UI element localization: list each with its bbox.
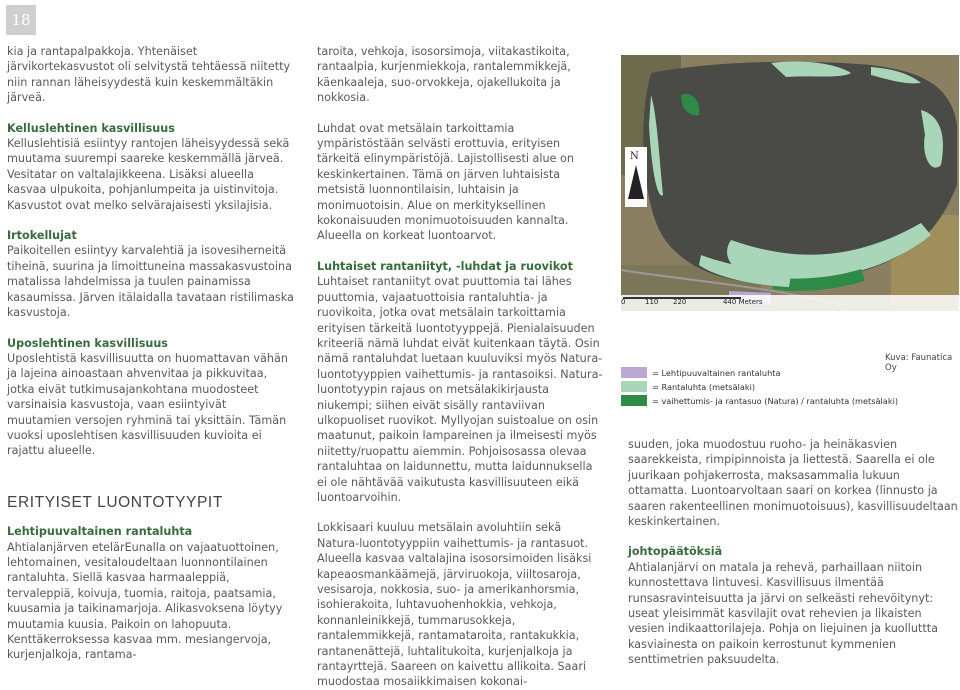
paragraph: suuden, joka muodostuu ruoho- ja heinäkasvien saarekkeista, rimpipinnoista ja liettestä. Saarella ei ole juurikaan pohjakerrosta, maksasammalia lukuun ottamatta. Luontoarvoltaan saari on korkea (linnusto ja saaren rakenteellinen monimuotoisuus), kasvillisuudeltaan keskinkertainen. [628, 438, 958, 529]
text-column-2 [317, 44, 603, 690]
paragraph: Luhtaiset rantaniityt ovat puuttomia tai lähes puuttomia, vajaatuottoisia rantaluhtia- ja ruovikoita, jotka ovat metsälain tarkoittamia erityisen tärkeitä luontotyyppejä. Pienialaisuuden kriteeriä nämä luhdat eivät kuitenkaan täytä. Osin nämä rantaluhdat luetaan kuuluviksi myös Natura-luontotyyppien vaihettumis- ja rantasoiksi. Natura-luontotyypin rajaus on metsälakikirjausta niukempi; siihen eivät sisälly rantaviivan ulkopuoliset ruovikot. Myllyojan suistoalue on osin maatunut, paikoin lampareinen ja ilmeisesti myös niitetty/ruopattu aiemmin. Pohjoisosassa olevaa rantaluhtaa on laidunnettu, mutta laidunnuksella ei ole nähtävää vaikutusta kasvillisuuteen eikä luontoarvoihin. [317, 275, 603, 504]
paragraph: Ahtialanjärven etelärEunalla on vajaatuottoinen, lehtomainen, vesitaloudeltaan luonnontilainen rantaluhta. Siellä kasvaa harmaaleppiä, tervaleppiä, koivuja, tuomia, raitoja, paatsamia, kuusamia ja taikinamarjoja. Alikasvoksena löytyy muutamia kuusia. Paikoin on lahopuuta. Kenttäkerroksessa kasvaa mm. mesiangervoja, kurjenjalkoja, rantama- [7, 540, 283, 662]
section-heading: Lehtipuuvaltainen rantaluhta [7, 525, 193, 539]
section-heading: johtopäätöksiä [628, 545, 723, 559]
scale-tick: 220 [673, 298, 687, 306]
legend-label: = vaihettumis- ja rantasuo (Natura) / rantaluhta (metsälaki) [652, 395, 899, 406]
legend-swatch [621, 367, 647, 378]
paragraph: Ahtialanjärvi on matala ja rehevä, parhaillaan niitoin kunnostettava lintuvesi. Kasvillisuus ilmentää runsasravinteisuutta ja järvi on selkeästi rehevöitynyt: useat yleisimmät kasvilajit ovat rehevien ja likaisten vesien indikaattorilajeja. Pohja on liejuinen ja kuolluttta kasviainesta on paikoin kerrostunut kymmenien senttimetrien paksuudelta. [628, 560, 938, 667]
north-arrow-icon [628, 165, 644, 199]
paragraph: Lokkisaari kuuluu metsälain avoluhtiin sekä Natura-luontotyyppiin vaihettumis- ja rantasuot. Alueella kasvaa valtalajina isosorsimoiden lisäksi kapeaosmankäämejä, järviruokoja, viiltosaroja, vesisaroja, nokkosia, suo- ja amerikanhorsmia, isohierakoita, luhtavuohenhokkia, vehkoja, konnanleinikkejä, tummarusokkeja, rantalemmikkejä, rantamataroita, rantakukkia, rantanenättejä, luhtalitukoita, kurjenjalkoja ja rantayrttejä. Saareen on kaivettu allikoita. Saari muodostaa mosaiikkimaisen kokonai- [317, 521, 592, 689]
legend-item [621, 394, 921, 407]
legend-item [621, 380, 921, 393]
text-column-1 [7, 44, 294, 663]
scale-tick: 0 [621, 298, 626, 306]
legend-swatch [621, 381, 647, 392]
image-credit: Kuva: Faunatica Oy [885, 353, 953, 373]
scale-tick: 110 [645, 298, 659, 306]
section-luhtaiset [317, 259, 603, 506]
legend-swatch [621, 395, 647, 406]
section-irtokellujat [7, 228, 294, 320]
scale-bar [621, 298, 791, 306]
legend-label: = Lehtipuuvaltainen rantaluhta [652, 367, 781, 378]
paragraph: Luhdat ovat metsälain tarkoittamia ympäristöstään selvästi erottuvia, erityisen tärkeitä elinympäristöjä. Lajistollisesti alue on keskinkertainen. Tämä on järven luhtaisista metsistä luonnontilaisin, luhtaisin ja monimuotoisin. Alue on merkityksellinen kokonaisuuden monimuotoisuuden kannalta. Alueella on korkeat luontoarvot. [317, 121, 574, 243]
page-number: 18 [6, 5, 36, 35]
map-graphic [621, 55, 959, 311]
map-legend [621, 366, 921, 408]
paragraph: Kelluslehtisiä esiintyy rantojen läheisyydessä sekä muutama suurempi saareke keskemmällä järveä. Vesitatar on valtalajikkeena. Lisäksi alueella kasvaa ulpukoita, pohjanlumpeita ja uistinvitoja. Kasvustot ovat melko selvärajaisesti yksilajisia. [7, 137, 290, 212]
legend-item [621, 366, 921, 379]
paragraph: Uposlehtistä kasvillisuutta on huomattavan vähän ja lajeina ainoastaan ahvenvitaa ja pikkuvitaa, jotka eivät tutkimusajankohtana muodosteet varsinaisia kasvustoja, vaan esiintyivät muutamien versojen ryhminä tai yksittäin. Tämän vuoksi uposlehtisen kasvillisuuden kuvioita ei rajattu alueelle. [7, 351, 288, 458]
section-kelluslehtinen [7, 121, 294, 213]
legend-label: = Rantaluhta (metsälaki) [652, 381, 756, 392]
scale-tick: 440 Meters [723, 298, 763, 306]
aerial-map [621, 55, 959, 311]
text-column-3 [628, 437, 958, 668]
section-heading: Uposlehtinen kasvillisuus [7, 336, 168, 350]
section-heading: Irtokellujat [7, 229, 77, 243]
section-johtopaatoksia [628, 544, 958, 667]
paragraph: Paikoitellen esiintyy karvalehtiä ja isovesiherneitä tiheinä, suurina ja limoittuneina massakasvustoina matalissa lahdelmissa ja tuulen painamissa kasaumissa. Järven itälaidalla tavataan ristilimaska kasvustoja. [7, 244, 294, 320]
section-heading: Kelluslehtinen kasvillisuus [7, 121, 175, 135]
paragraph: taroita, vehkoja, isosorsimoja, viitakastikoita, rantaalpia, kurjenmiekkoja, rantalemmikkejä, käenkaaleja, suo-orvokkeja, ojakellukoita ja nokkosia. [317, 45, 571, 105]
section-heading: Luhtaiset rantaniityt, -luhdat ja ruovikot [317, 259, 573, 273]
chapter-heading: ERITYISET LUONTOTYYPIT [7, 493, 223, 511]
section-uposlehtinen [7, 336, 294, 459]
paragraph: kia ja rantapalpakkoja. Yhtenäiset järvikortekasvustot oli selvitystä tehtäessä niitetty niin rannan läheisyydestä kuin keskemmältäkin järveä. [7, 45, 291, 105]
north-label: N [630, 151, 639, 162]
